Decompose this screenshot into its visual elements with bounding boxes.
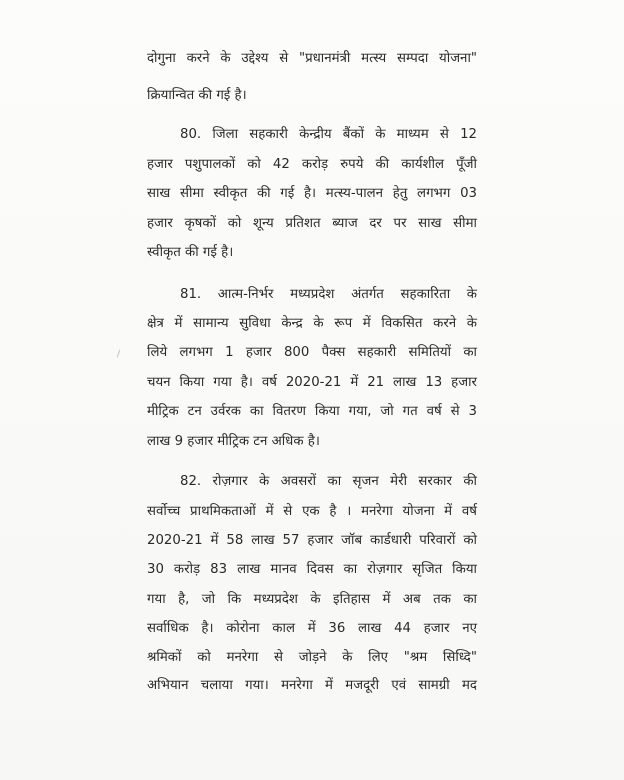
paragraph-80-line: 80. जिला सहकारी केन्द्रीय बैंकों के माध्यम से 12 (180, 127, 477, 142)
text-line: मीट्रिक टन उर्वरक का वितरण किया गया, जो गत वर्ष से 3 (147, 404, 477, 419)
text-line: श्रमिकों को मनरेगा से जोड़ने के लिए "श्रम सिध्दि" (147, 650, 477, 665)
text-line: 2020-21 में 58 लाख 57 हजार जॉब कार्डधारी परिवारों को (147, 533, 477, 548)
text-line: सर्वोच्च प्राथमिकताओं में से एक है । मनरेगा योजना में वर्ष (147, 504, 477, 519)
text-line: दोगुना करने के उद्देश्य से "प्रधानमंत्री मत्स्य सम्पदा योजना" (147, 51, 477, 66)
text-line: साख सीमा स्वीकृत की गई है। मत्स्य-पालन हेतु लगभग 03 (147, 186, 477, 201)
text-line: हजार पशुपालकों को 42 करोड़ रुपये की कार्यशील पूँजी (147, 157, 477, 172)
text-line: क्रियान्वित की गई है। (147, 88, 247, 103)
text-line: क्षेत्र में सामान्य सुविधा केन्द्र के रूप में विकसित करने के (147, 316, 477, 331)
text-line: अभियान चलाया गया। मनरेगा में मजदूरी एवं सामग्री मद (147, 678, 477, 693)
text-line: गया है, जो कि मध्यप्रदेश के इतिहास में अब तक का (147, 592, 477, 607)
text-line: लिये लगभग 1 हजार 800 पैक्स सहकारी समितियों का (147, 345, 477, 360)
text-line: स्वीकृत की गई है। (147, 245, 234, 260)
scan-mark (117, 350, 123, 359)
text-line: चयन किया गया है। वर्ष 2020-21 में 21 लाख 13 हजार (147, 375, 477, 390)
text-line: 30 करोड़ 83 लाख मानव दिवस का रोज़गार सृजित किया (147, 562, 477, 577)
text-line: हजार कृषकों को शून्य प्रतिशत ब्याज दर पर साख सीमा (147, 216, 477, 231)
text-line: लाख 9 हजार मीट्रिक टन अधिक है। (147, 434, 320, 449)
text-line: सर्वाधिक है। कोरोना काल में 36 लाख 44 हजार नए (147, 621, 477, 636)
paragraph-82-line: 82. रोज़गार के अवसरों का सृजन मेरी सरकार की (180, 474, 477, 489)
paragraph-81-line: 81. आत्म-निर्भर मध्यप्रदेश अंतर्गत सहकारिता के (180, 287, 477, 302)
